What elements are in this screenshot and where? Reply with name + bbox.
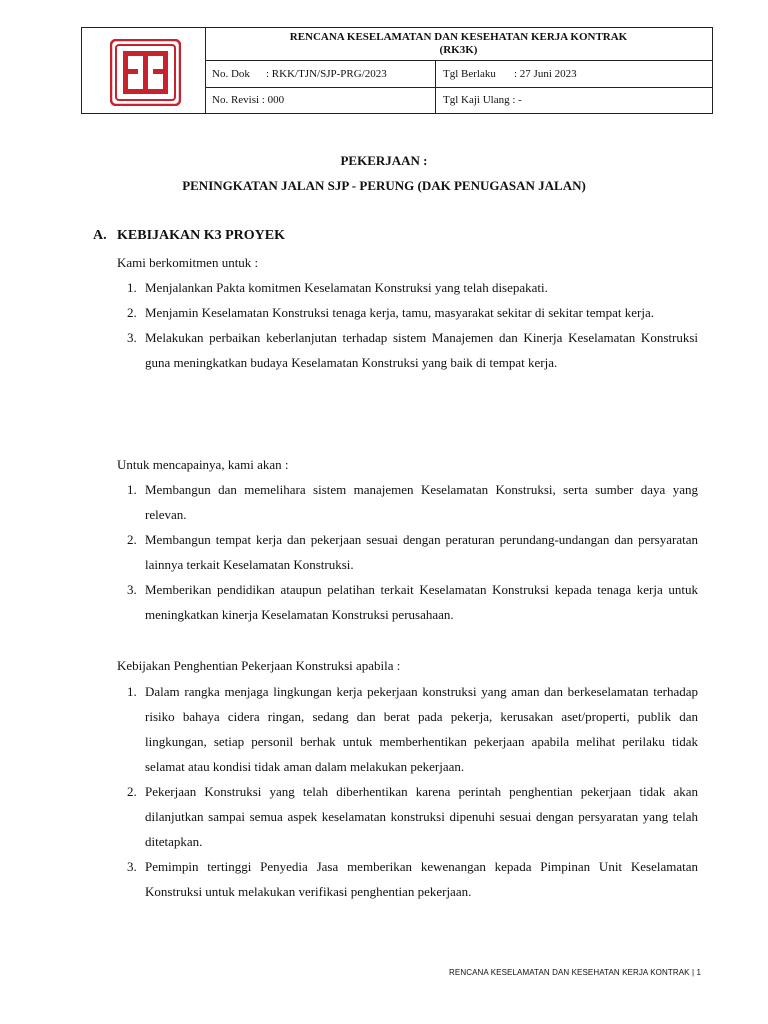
document-title-abbrev: (RK3K): [439, 44, 478, 56]
document-header-table: [81, 27, 713, 114]
work-heading-label: PEKERJAAN :: [340, 153, 428, 168]
section-letter: A.: [93, 228, 107, 243]
list-item: 1. Menjalankan Pakta komitmen Keselamatan Konstruksi yang telah disepakati.: [127, 280, 548, 295]
list-item: 1. Membangun dan memelihara sistem manajemen Keselamatan Konstruksi, serta sumber daya yang relevan.: [127, 482, 698, 522]
commitment-intro: Kami berkomitmen untuk :: [117, 255, 259, 270]
goal-intro: Untuk mencapainya, kami akan :: [117, 457, 289, 472]
commitment-list: [117, 275, 698, 375]
list-item: 2. Menjamin Keselamatan Konstruksi tenaga kerja, tamu, masyarakat sekitar di sekitar tempat kerja.: [127, 305, 654, 320]
work-heading-title: PENINGKATAN JALAN SJP - PERUNG (DAK PENUGASAN JALAN): [182, 178, 586, 193]
stop-work-intro: Kebijakan Penghentian Pekerjaan Konstruksi apabila :: [117, 658, 401, 673]
list-item: 2. Pekerjaan Konstruksi yang telah diberhentikan karena perintah penghentian pekerjaan tidak akan dilanjutkan sampai semua aspek keselamatan konstruksi dipenuhi sesuai dengan persyaratan yang telah ditetapkan.: [127, 784, 698, 849]
section-a-title: [93, 228, 285, 244]
goal-list: [117, 477, 698, 627]
list-item: 1. Dalam rangka menjaga lingkungan kerja pekerjaan konstruksi yang aman dan berkeselamatan terhadap risiko bahaya cidera ringan, sedang dan berat pada pekerja, kerusakan aset/properti, publik dan lingkungan, setiap personil berhak untuk memberhentikan pekerjaan apabila melihat perilaku tidak selamat atau kondisi tidak aman dalam melakukan pekerjaan.: [127, 684, 698, 774]
list-item: 3. Memberikan pendidikan ataupun pelatihan terkait Keselamatan Konstruksi kepada tenaga kerja untuk meningkatkan kinerja Keselamatan Konstruksi perusahaan.: [127, 582, 698, 622]
page-footer: RENCANA KESELAMATAN DAN KESEHATAN KERJA KONTRAK | 1: [449, 968, 701, 977]
no-revisi-cell: No. Revisi : 000: [205, 87, 436, 113]
document-title: RENCANA KESELAMATAN DAN KESEHATAN KERJA KONTRAK: [289, 31, 628, 43]
document-title-cell: [205, 28, 712, 61]
list-item: 3. Pemimpin tertinggi Penyedia Jasa memberikan kewenangan kepada Pimpinan Unit Keselamatan Konstruksi untuk melakukan verifikasi penghentian pekerjaan.: [127, 859, 698, 899]
list-item: 2. Membangun tempat kerja dan pekerjaan sesuai dengan peraturan perundang-undangan dan persyaratan lainnya terkait Keselamatan Konstruksi.: [127, 532, 698, 572]
tgl-berlaku-cell: [436, 61, 712, 87]
company-logo-icon: [110, 39, 181, 106]
header-row-1: [205, 61, 712, 88]
tgl-kaji-ulang-cell: Tgl Kaji Ulang : -: [443, 94, 522, 106]
no-dok-cell: [205, 61, 436, 87]
stop-work-list: [117, 679, 698, 904]
logo-cell: [82, 28, 206, 113]
tgl-berlaku-value: : 27 Juni 2023: [514, 68, 577, 80]
header-row-2: [205, 87, 712, 113]
no-dok-label: No. Dok: [212, 68, 250, 80]
no-dok-value: : RKK/TJN/SJP-PRG/2023: [266, 68, 387, 80]
list-item: 3. Melakukan perbaikan keberlanjutan terhadap sistem Manajemen dan Kinerja Keselamatan Konstruksi guna meningkatkan budaya Keselamatan Konstruksi yang baik di tempat kerja.: [127, 330, 698, 370]
tgl-berlaku-label: Tgl Berlaku: [443, 68, 496, 80]
section-title-text: KEBIJAKAN K3 PROYEK: [117, 228, 286, 243]
